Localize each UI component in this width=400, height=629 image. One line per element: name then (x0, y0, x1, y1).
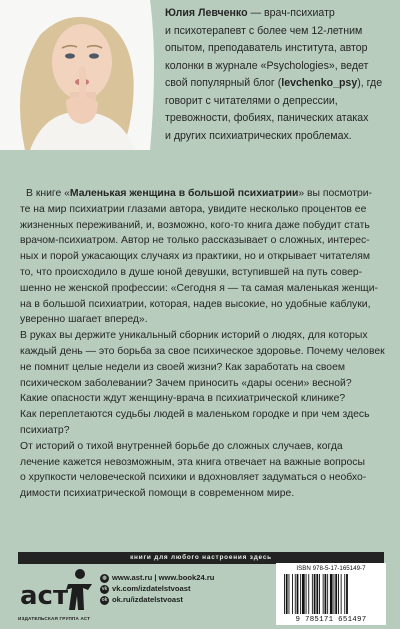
barcode-bar (327, 574, 328, 614)
author-name: Юлия Левченко (165, 7, 248, 19)
blog-handle: levchenko_psy (281, 77, 358, 89)
barcode-bar (335, 574, 337, 614)
ok-icon: ok (101, 596, 108, 603)
barcode-bar (314, 574, 316, 614)
vk-icon: vk (101, 585, 108, 592)
description-paragraph-1: В книге «Маленькая женщина в большой психиатрии» вы посмотри- те на мир психиатрии глазами автора, увидите несколько процентов ее жизненных переживаний, и, возможно, кого-то книга даже побудит стать врачом-психиатром. Автор не только рассказывает о сложных, интерес- ных и порой ужасающих случаях из практики, но и открывает читателям то, что происходило в душе юной девушки, вступившей на путь совер- шенно не женской профессии: «Сегодня я — та самая маленькая женщи- на в большой психиатрии, которая, надев высокие, но удобные каблуки, уверенно шагает вперед». (20, 188, 378, 326)
barcode-bar (289, 574, 290, 614)
link-row-website[interactable]: ◍ www.ast.ru | www.book24.ru (100, 572, 260, 583)
barcode-bar (284, 574, 285, 614)
publisher-caption: ИЗДАТЕЛЬСКАЯ ГРУППА АСТ (18, 616, 91, 621)
barcode-bar (338, 574, 339, 614)
barcode-bar (330, 574, 333, 614)
description-paragraph-2: В руках вы держите уникальный сборник историй о людях, для которых каждый день — это борьба за свое психическое здоровье. Почему человек не помнит целые недели из своей жизни? Как заработать на своем психическом заболевании? Зачем приносить «дары осени» весной? Какие опасности ждут женщину-врача в психиатрической клинике? Как переплетаются судьбы людей в маленьком городке и при чем здесь психиатр? От историй о тихой внутренней борьбе до сложных случаев, когда лечение кажется невозможным, эта книга отвечает на важные вопросы о хрупкости человеческой психики и вдохновляет задуматься о необхо- димости психиатрической помощи в современном мире. (20, 330, 385, 500)
ast-logo-text: аст (20, 581, 69, 611)
barcode-bar (300, 574, 301, 614)
barcode-bar (286, 574, 288, 614)
isbn-number: ISBN 978-5-17-165149-7 (296, 565, 366, 572)
barcode-bar (341, 574, 342, 614)
link-row-vk[interactable]: vk vk.com/izdatelstvoast (101, 584, 191, 593)
barcode-bar (319, 574, 320, 614)
barcode-bar (312, 574, 313, 614)
author-photo (0, 0, 160, 150)
barcode-bar (306, 574, 307, 614)
tagline-bar: книги для любого настроения здесь (18, 552, 384, 564)
barcode-bar (344, 574, 345, 614)
globe-icon: ◍ (100, 574, 109, 583)
barcode-bar (323, 574, 324, 614)
link-row-ok[interactable]: ok ok.ru/izdatelstvoast (101, 595, 183, 604)
publisher-logo (18, 566, 96, 626)
barcode (276, 563, 386, 625)
barcode-bar (325, 574, 327, 614)
publisher-links (100, 572, 260, 605)
barcode-bar (292, 574, 293, 614)
barcode-bar (295, 574, 296, 614)
barcode-bar (334, 574, 335, 614)
barcode-bar (297, 574, 299, 614)
barcode-bar (316, 574, 318, 614)
barcode-bar (308, 574, 309, 614)
barcode-bar (346, 574, 348, 614)
ast-logo-icon (18, 566, 98, 616)
author-bio: Юлия Левченко — врач-психиатр и психотерапевт с более чем 12-летним опытом, преподаватель института, автор колонки в журнале «Psychologies», ведет свой популярный блог (levchenko_psy), где говорит с читателями о депрессии, тревожности, фобиях, панических атаках и других психиатрических проблемах. (165, 7, 383, 142)
book-description (20, 186, 386, 502)
book-title: Маленькая женщина в большой психиатрии (69, 188, 299, 199)
ean-number: 9 785171 651497 (295, 616, 367, 624)
barcode-bar (302, 574, 305, 614)
